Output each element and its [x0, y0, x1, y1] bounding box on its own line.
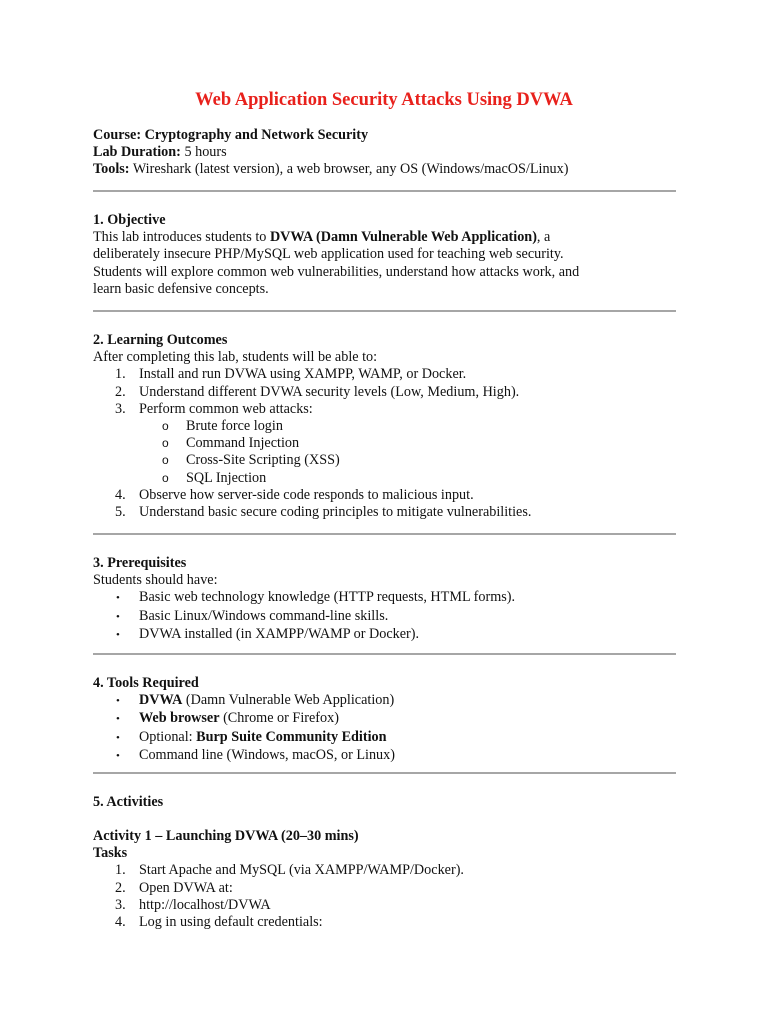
- list-item-text: DVWA installed (in XAMPP/WAMP or Docker).: [139, 625, 420, 642]
- bullet-icon: •: [116, 610, 120, 623]
- list-item-text: Understand basic secure coding principles to mitigate vulnerabilities.: [139, 504, 532, 521]
- list-item: [93, 710, 683, 728]
- list-item: [93, 914, 683, 931]
- list-item: [93, 747, 683, 765]
- list-item-text: Optional:: [139, 728, 197, 745]
- course-line: [93, 127, 683, 144]
- outcomes-section: [93, 332, 683, 521]
- tools-value: Wireshark (latest version), a web browser, any OS (Windows/macOS/Linux): [132, 161, 569, 178]
- list-item: [93, 608, 683, 626]
- sub-list-item: [93, 452, 683, 469]
- prerequisites-section: [93, 555, 683, 644]
- section-heading: 5. Activities: [93, 794, 164, 810]
- list-item-text: Start Apache and MySQL (via XAMPP/WAMP/Docker).: [139, 862, 464, 879]
- list-item: [93, 487, 683, 504]
- objective-text: deliberately insecure PHP/MySQL web application used for teaching web security.: [93, 246, 564, 263]
- circle-bullet-icon: o: [162, 419, 169, 434]
- objective-text: learn basic defensive concepts.: [93, 280, 269, 297]
- objective-text: [93, 229, 683, 246]
- list-item-text: Observe how server-side code responds to malicious input.: [139, 486, 474, 503]
- list-item-bold: Burp Suite Community Edition: [196, 728, 387, 745]
- list-item-text: Basic web technology knowledge (HTTP requests, HTML forms).: [139, 589, 516, 606]
- list-item-text: Command line (Windows, macOS, or Linux): [139, 746, 395, 763]
- list-item: [93, 504, 683, 521]
- list-number: 2.: [115, 879, 126, 896]
- tools-label: Tools:: [93, 161, 130, 178]
- list-item: [93, 692, 683, 710]
- sub-list-item: [93, 470, 683, 487]
- list-item-bold: DVWA: [139, 692, 183, 709]
- list-item: [93, 897, 683, 914]
- objective-text-part: This lab introduces students to: [93, 229, 270, 246]
- list-number: 1.: [115, 862, 126, 879]
- tools-section: [93, 675, 683, 765]
- duration-label: Lab Duration:: [93, 144, 181, 161]
- objective-text-bold: DVWA (Damn Vulnerable Web Application): [269, 229, 537, 246]
- list-item-text: Open DVWA at:: [139, 879, 233, 896]
- section-heading: 4. Tools Required: [93, 675, 199, 691]
- bullet-icon: •: [116, 731, 120, 744]
- list-item: [93, 589, 683, 607]
- list-item-text: Log in using default credentials:: [139, 914, 323, 931]
- bullet-icon: •: [116, 713, 120, 726]
- duration-line: [93, 144, 683, 161]
- list-item-text: Brute force login: [186, 418, 283, 435]
- list-number: 3.: [115, 896, 126, 913]
- list-number: 4.: [115, 486, 126, 503]
- list-item-text: http://localhost/DVWA: [139, 896, 271, 913]
- course-label: Course:: [93, 127, 142, 143]
- list-item-text: Cross-Site Scripting (XSS): [186, 452, 340, 469]
- section-heading: 3. Prerequisites: [93, 555, 187, 571]
- list-item: [93, 384, 683, 401]
- sub-list-item: [93, 418, 683, 435]
- objective-section: [93, 212, 683, 298]
- list-item-text: Install and run DVWA using XAMPP, WAMP, or Docker.: [139, 366, 467, 383]
- activities-section: [93, 794, 683, 811]
- divider: [93, 533, 676, 535]
- circle-bullet-icon: o: [162, 436, 169, 451]
- course-value: Cryptography and Network Security: [144, 127, 369, 143]
- outcomes-intro: After completing this lab, students will be able to:: [93, 349, 378, 366]
- list-item: [93, 626, 683, 644]
- divider: [93, 310, 676, 312]
- page-title: Web Application Security Attacks Using DVWA: [195, 90, 573, 110]
- list-item-text: Perform common web attacks:: [139, 400, 313, 417]
- list-number: 4.: [115, 914, 126, 931]
- activity-1: [93, 828, 683, 931]
- bullet-icon: •: [116, 695, 120, 708]
- bullet-icon: •: [116, 592, 120, 605]
- sub-list-item: [93, 435, 683, 452]
- list-item-text: (Chrome or Firefox): [219, 710, 339, 727]
- list-item-text: Understand different DVWA security levels (Low, Medium, High).: [139, 383, 520, 400]
- bullet-icon: •: [116, 749, 120, 762]
- list-item-text: SQL Injection: [186, 469, 267, 486]
- duration-value: 5 hours: [184, 144, 227, 161]
- list-item: [93, 862, 683, 879]
- divider: [93, 653, 676, 655]
- list-item: [93, 401, 683, 418]
- list-item-text: Basic Linux/Windows command-line skills.: [139, 607, 389, 624]
- tasks-label: Tasks: [93, 845, 128, 862]
- section-heading: 1. Objective: [93, 212, 166, 228]
- list-item-text: (Damn Vulnerable Web Application): [182, 692, 395, 709]
- objective-text-part: , a: [536, 229, 551, 246]
- list-number: 5.: [115, 504, 126, 521]
- list-number: 2.: [115, 383, 126, 400]
- objective-text: Students will explore common web vulnerabilities, understand how attacks work, and: [93, 263, 580, 280]
- circle-bullet-icon: o: [162, 453, 169, 468]
- list-item-text: Command Injection: [186, 435, 300, 452]
- list-item: [93, 729, 683, 747]
- activity-title: Activity 1 – Launching DVWA (20–30 mins): [93, 828, 359, 844]
- divider: [93, 772, 676, 774]
- divider: [93, 190, 676, 192]
- list-item-bold: Web browser: [139, 710, 220, 727]
- tools-line: [93, 161, 683, 178]
- course-meta: [93, 127, 683, 179]
- prereq-intro: Students should have:: [93, 572, 218, 589]
- list-number: 3.: [115, 400, 126, 417]
- list-item: [93, 366, 683, 383]
- section-heading: 2. Learning Outcomes: [93, 332, 228, 348]
- list-item: [93, 880, 683, 897]
- bullet-icon: •: [116, 628, 120, 641]
- list-number: 1.: [115, 366, 126, 383]
- circle-bullet-icon: o: [162, 470, 169, 485]
